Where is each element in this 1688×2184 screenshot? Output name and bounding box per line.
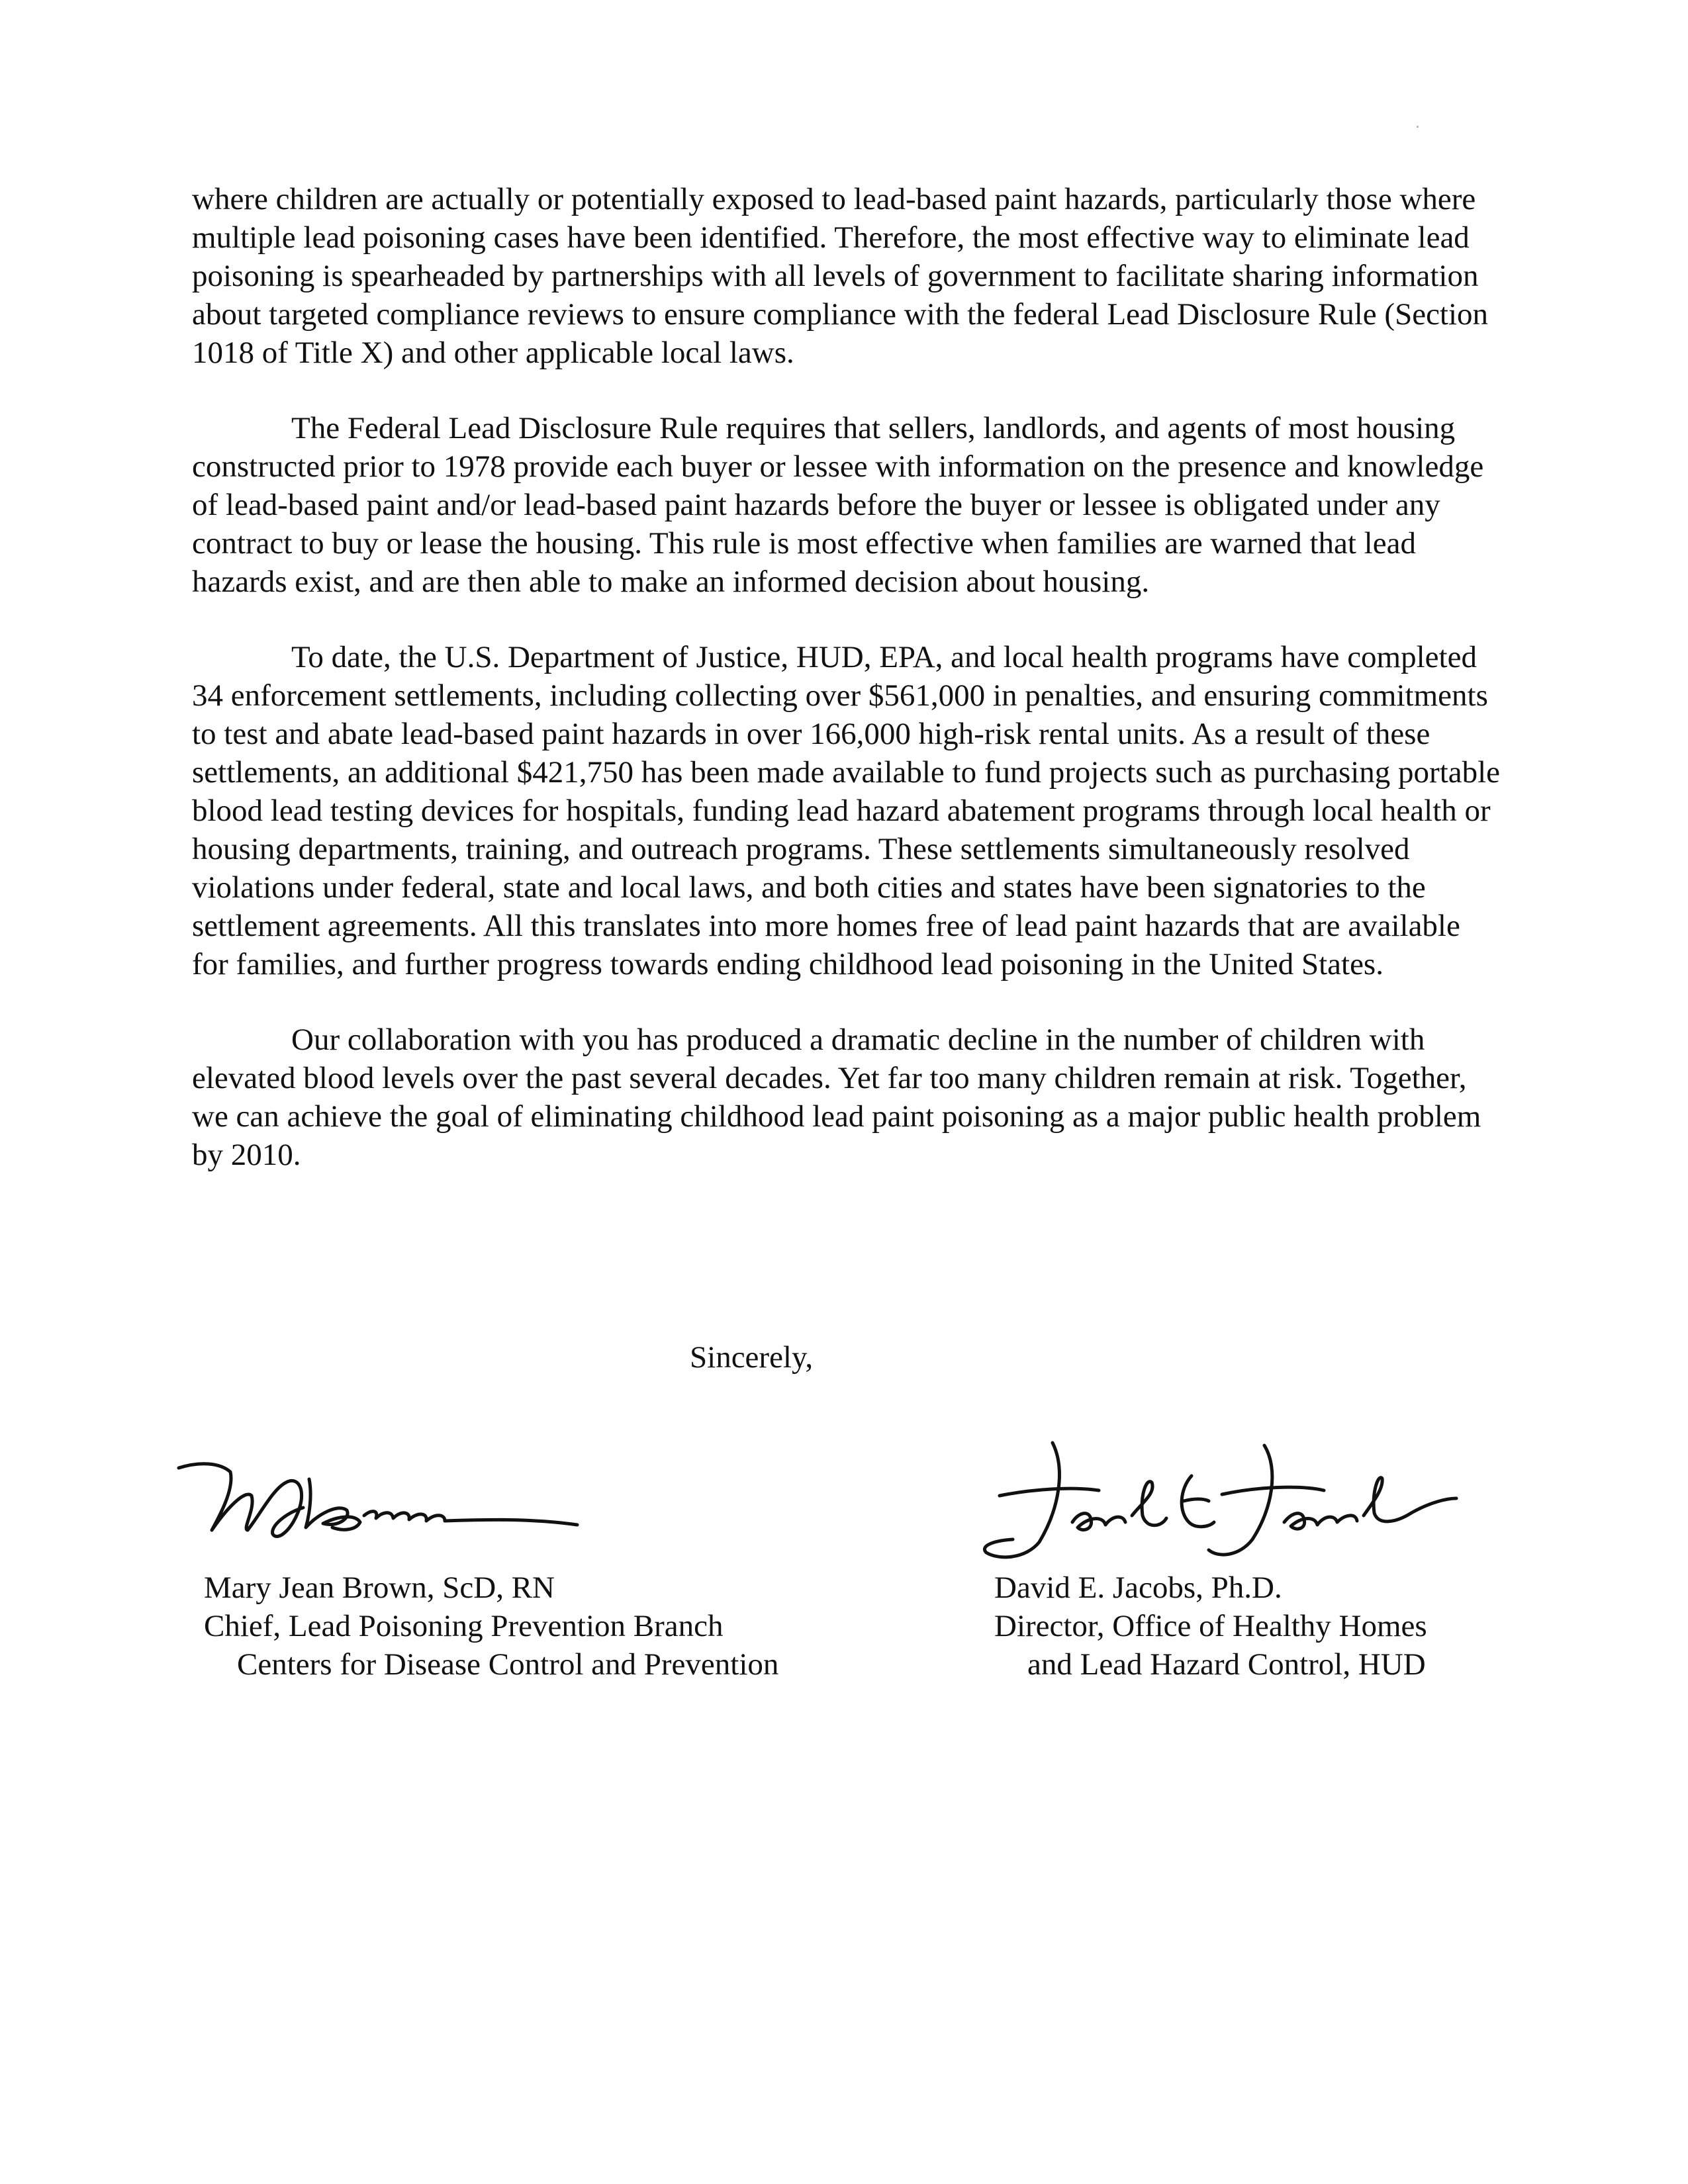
closing-salutation: Sincerely, [690,1340,814,1375]
paragraph-2: The Federal Lead Disclosure Rule requires that sellers, landlords, and agents of most housing constructed prior to 1978 provide each buyer or lessee with information on the presence and knowledge of lead-based paint and/or lead-based paint hazards before the buyer or lessee is obligated under any contract to buy or lease the housing. This rule is most effective when families are warned that lead hazards exist, and are then able to make an informed decision about housing. [192,411,1484,599]
signature-jacobs-icon [973,1430,1463,1569]
letter-body [192,180,1503,1211]
signatory-left-title-2: Centers for Disease Control and Prevention [237,1647,779,1682]
signatory-left [204,1569,906,1684]
signatory-right [994,1569,1590,1684]
paragraph-1: where children are actually or potentially exposed to lead-based paint hazards, particularly those where multiple lead poisoning cases have been identified. Therefore, the most effective way to eliminate lead poisoning is spearheaded by partnerships with all levels of government to facilitate sharing information about targeted compliance reviews to ensure compliance with the federal Lead Disclosure Rule (Section 1018 of Title X) and other applicable local laws. [192,182,1489,370]
signature-brown-icon [173,1449,584,1555]
paragraph-3: To date, the U.S. Department of Justice, HUD, EPA, and local health programs have completed 34 enforcement settlements, including collecting over $561,000 in penalties, and ensuring commitments to test and abate lead-based paint hazards in over 166,000 high-risk rental units. As a result of these settlements, an additional $421,750 has been made available to fund projects such as purchasing portable blood lead testing devices for hospitals, funding lead hazard abatement programs through local health or housing departments, training, and outreach programs. These settlements simultaneously resolved violations under federal, state and local laws, and both cities and states have been signatories to the settlement agreements. All this translates into more homes free of lead paint hazards that are available for families, and further progress towards ending childhood lead poisoning in the United States. [192,640,1501,981]
signatory-left-title-1: Chief, Lead Poisoning Prevention Branch [204,1609,724,1643]
paragraph-4: Our collaboration with you has produced a dramatic decline in the number of children with elevated blood levels over the past several decades. Yet far too many children remain at risk. Together, we can achieve the goal of eliminating childhood lead paint poisoning as a major public health problem by 2010. [192,1023,1481,1172]
signatory-right-name: David E. Jacobs, Ph.D. [994,1570,1282,1605]
signatory-right-title-2: and Lead Hazard Control, HUD [1027,1647,1426,1682]
signatory-left-name: Mary Jean Brown, ScD, RN [204,1570,555,1605]
scan-speck [1417,126,1419,128]
signatory-right-title-1: Director, Office of Healthy Homes [994,1609,1427,1643]
